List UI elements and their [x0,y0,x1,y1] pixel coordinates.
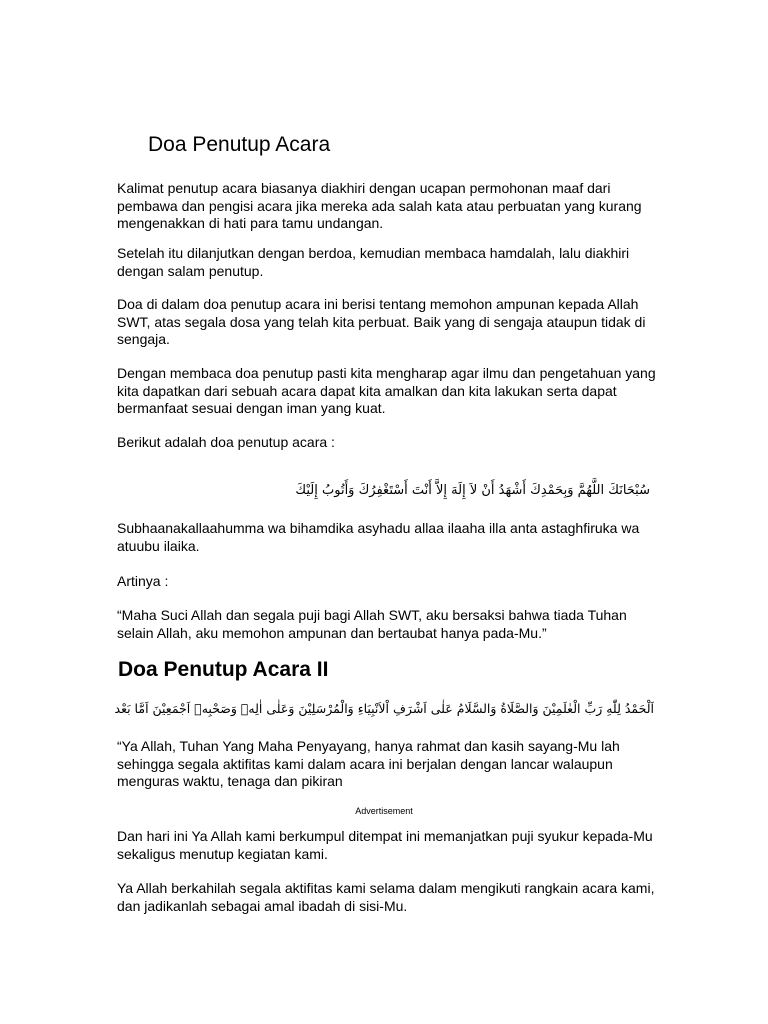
artinya-label: Artinya : [117,573,169,589]
paragraph-lead-in: Berikut adalah doa penutup acara : [117,434,335,450]
paragraph-sequence: Setelah itu dilanjutkan dengan berdoa, kemudian membaca hamdalah, lalu diakhiri dengan salam penutup. [117,245,630,279]
section-title-2: Doa Penutup Acara II [118,658,329,681]
arabic-prayer-1: سُبْحَانَكَ اللَّهُمَّ وَبِحَمْدِكَ أَشْهَدُ أَنْ لاَ إِلَهَ إِلاَّ أَنْتَ أَسْتَغْفِرُكَ وَأَتُوبُ إِلَيْكَ [295,483,650,498]
advertisement-label: Advertisement [355,806,413,816]
prayer-paragraph-3: Ya Allah berkahilah segala aktifitas kami selama dalam mengikuti rangkain acara kami, dan jadikanlah sebagai amal ibadah di sisi-Mu. [117,880,655,914]
meaning-text: “Maha Suci Allah dan segala puji bagi Allah SWT, aku bersaksi bahwa tiada Tuhan selain Allah, aku memohon ampunan dan bertaubat hanya pada-Mu.” [117,607,627,641]
paragraph-purpose: Dengan membaca doa penutup pasti kita mengharap agar ilmu dan pengetahuan yang kita dapatkan dari sebuah acara dapat kita amalkan dan kita lakukan serta dapat bermanfaat sesuai dengan iman yang kuat. [117,365,656,416]
prayer-paragraph-2: Dan hari ini Ya Allah kami berkumpul ditempat ini memanjatkan puji syukur kepada-Mu sekaligus menutup kegiatan kami. [117,828,653,862]
paragraph-content: Doa di dalam doa penutup acara ini berisi tentang memohon ampunan kepada Allah SWT, atas segala dosa yang telah kita perbuat. Baik yang di sengaja ataupun tidak di sengaja. [117,296,646,347]
page-title: Doa Penutup Acara [148,133,331,156]
arabic-prayer-2: اَلْحَمْدُ لِلّٰهِ رَبِّ الْعٰلَمِيْنَ وَالصَّلَاةُ وَالسَّلَامُ عَلٰى اَشْرَفِ اْلاَنْبِيَاءِ وَالْمُرْسَلِيْنَ وَعَلٰى اٰلِهٖ وَصَحْبِهٖ اَجْمَعِيْنَ اَمَّا بَعْد [114,701,654,716]
prayer-paragraph-1: “Ya Allah, Tuhan Yang Maha Penyayang, hanya rahmat dan kasih sayang-Mu lah sehingga segala aktifitas kami dalam acara ini berjalan dengan lancar walaupun menguras waktu, tenaga dan pikiran [117,738,620,789]
latin-transliteration: Subhaanakallaahumma wa bihamdika asyhadu allaa ilaaha illa anta astaghfiruka wa atuubu ilaika. [117,520,640,554]
paragraph-intro: Kalimat penutup acara biasanya diakhiri dengan ucapan permohonan maaf dari pembawa dan pengisi acara jika mereka ada salah kata atau perbuatan yang kurang mengenakkan di hati para tamu undangan. [117,180,642,231]
